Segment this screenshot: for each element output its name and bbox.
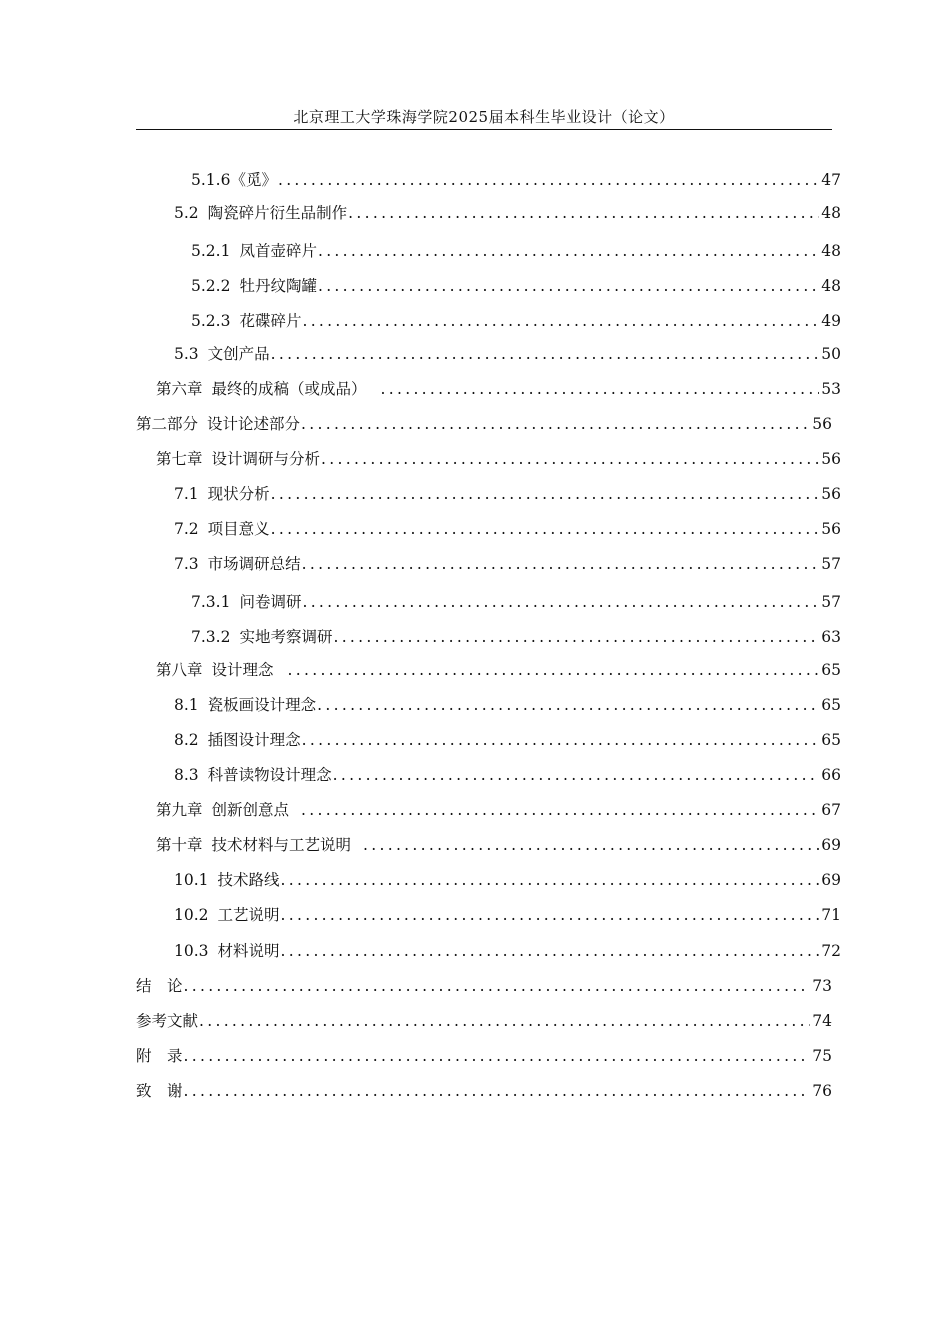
running-header: 北京理工大学珠海学院2025届本科生毕业设计（论文） bbox=[293, 108, 675, 126]
dot-leader bbox=[302, 310, 819, 332]
dot-leader bbox=[302, 729, 820, 751]
toc-entry[interactable] bbox=[174, 343, 841, 365]
toc-entry-page: 63 bbox=[821, 628, 841, 646]
dot-leader bbox=[278, 169, 819, 191]
toc-entry[interactable] bbox=[156, 799, 841, 821]
toc-entry[interactable] bbox=[136, 1010, 832, 1032]
dot-leader bbox=[318, 240, 819, 262]
toc-entry[interactable] bbox=[174, 518, 841, 540]
toc-entry[interactable] bbox=[174, 940, 841, 962]
dot-leader bbox=[271, 483, 820, 505]
toc-entry-title: 参考文献 bbox=[136, 1012, 199, 1030]
toc-entry-page: 48 bbox=[821, 242, 841, 260]
toc-entry-title: 实地考察调研 bbox=[239, 628, 333, 646]
dot-leader bbox=[199, 1010, 810, 1032]
toc-entry[interactable] bbox=[174, 869, 841, 891]
toc-entry[interactable] bbox=[191, 310, 841, 332]
toc-entry[interactable] bbox=[191, 626, 841, 648]
toc-entry-page: 76 bbox=[812, 1082, 832, 1100]
toc-entry-page: 67 bbox=[821, 801, 841, 819]
toc-entry[interactable] bbox=[191, 169, 841, 191]
toc-entry-page: 48 bbox=[821, 277, 841, 295]
dot-leader bbox=[363, 834, 819, 856]
toc-entry-number: 7.3.1 bbox=[191, 593, 231, 611]
toc-entry[interactable] bbox=[136, 413, 832, 435]
toc-entry[interactable] bbox=[156, 378, 841, 400]
toc-entry-number: 第八章 bbox=[156, 661, 203, 679]
toc-entry-page: 65 bbox=[821, 661, 841, 679]
toc-entry[interactable] bbox=[174, 202, 841, 224]
toc-entry-title: 设计论述部分 bbox=[207, 415, 301, 433]
toc-entry-number: 5.2.3 bbox=[191, 312, 231, 330]
toc-entry-title: 材料说明 bbox=[217, 942, 280, 960]
toc-entry-title: 创新创意点 bbox=[211, 801, 290, 819]
toc-entry-number: 8.3 bbox=[174, 766, 199, 784]
toc-entry-number: 第六章 bbox=[156, 380, 203, 398]
toc-entry[interactable] bbox=[136, 1045, 832, 1067]
dot-leader bbox=[321, 448, 819, 470]
toc-entry-title: 结 论 bbox=[136, 977, 183, 995]
toc-entry-page: 53 bbox=[821, 380, 841, 398]
toc-entry[interactable] bbox=[174, 694, 841, 716]
dot-leader bbox=[184, 1045, 811, 1067]
toc-entry-title: 陶瓷碎片衍生品制作 bbox=[207, 204, 348, 222]
header-rule bbox=[136, 129, 832, 130]
toc-entry-page: 57 bbox=[821, 555, 841, 573]
dot-leader bbox=[302, 553, 820, 575]
toc-entry[interactable] bbox=[191, 275, 841, 297]
toc-entry-number: 8.1 bbox=[174, 696, 199, 714]
dot-leader bbox=[271, 518, 820, 540]
toc-entry-page: 49 bbox=[821, 312, 841, 330]
toc-entry-title: 工艺说明 bbox=[217, 906, 280, 924]
toc-entry-title: 项目意义 bbox=[207, 520, 270, 538]
toc-entry-page: 50 bbox=[821, 345, 841, 363]
dot-leader bbox=[317, 694, 819, 716]
toc-entry[interactable] bbox=[174, 483, 841, 505]
toc-entry-number: 10.1 bbox=[174, 871, 209, 889]
dot-leader bbox=[381, 378, 820, 400]
toc-entry-number: 5.3 bbox=[174, 345, 199, 363]
toc-entry-title: 现状分析 bbox=[207, 485, 270, 503]
toc-entry[interactable] bbox=[156, 448, 841, 470]
toc-entry[interactable] bbox=[156, 659, 841, 681]
toc-entry-title: 设计理念 bbox=[211, 661, 274, 679]
toc-entry-title: 科普读物设计理念 bbox=[207, 766, 332, 784]
toc-entry-title: 瓷板画设计理念 bbox=[207, 696, 317, 714]
toc-entry-number: 5.2 bbox=[174, 204, 199, 222]
toc-entry-page: 65 bbox=[821, 696, 841, 714]
toc-entry-number: 5.1.6 bbox=[191, 171, 231, 189]
dot-leader bbox=[302, 591, 819, 613]
toc-entry[interactable] bbox=[136, 1080, 832, 1102]
toc-entry-number: 5.2.1 bbox=[191, 242, 231, 260]
toc-entry[interactable] bbox=[191, 240, 841, 262]
dot-leader bbox=[301, 413, 810, 435]
dot-leader bbox=[271, 343, 820, 365]
toc-entry[interactable] bbox=[174, 764, 841, 786]
toc-entry-page: 69 bbox=[821, 871, 841, 889]
toc-entry-title: 插图设计理念 bbox=[207, 731, 301, 749]
toc-entry-number: 7.2 bbox=[174, 520, 199, 538]
dot-leader bbox=[333, 626, 819, 648]
toc-entry-title: 《觅》 bbox=[230, 171, 277, 189]
toc-entry-number: 10.2 bbox=[174, 906, 209, 924]
toc-entry-title: 附 录 bbox=[136, 1047, 183, 1065]
toc-entry-title: 最终的成稿（或成品） bbox=[211, 380, 367, 398]
toc-entry[interactable] bbox=[156, 834, 841, 856]
toc-entry-page: 56 bbox=[821, 520, 841, 538]
toc-entry-number: 7.3 bbox=[174, 555, 199, 573]
toc-entry-number: 10.3 bbox=[174, 942, 209, 960]
toc-entry-page: 56 bbox=[821, 485, 841, 503]
toc-entry-page: 74 bbox=[812, 1012, 832, 1030]
dot-leader bbox=[318, 275, 819, 297]
toc-entry-title: 牡丹纹陶罐 bbox=[239, 277, 317, 295]
toc-entry-page: 66 bbox=[821, 766, 841, 784]
dot-leader bbox=[184, 975, 811, 997]
toc-entry-title: 花碟碎片 bbox=[239, 312, 302, 330]
dot-leader bbox=[281, 904, 820, 926]
toc-entry-title: 致 谢 bbox=[136, 1082, 183, 1100]
toc-entry-page: 72 bbox=[821, 942, 841, 960]
toc-entry-page: 47 bbox=[821, 171, 841, 189]
dot-leader bbox=[281, 869, 820, 891]
toc-entry[interactable] bbox=[136, 975, 832, 997]
dot-leader bbox=[348, 202, 819, 224]
toc-entry-page: 75 bbox=[812, 1047, 832, 1065]
dot-leader bbox=[333, 764, 820, 786]
toc-entry-number: 5.2.2 bbox=[191, 277, 231, 295]
toc-entry-number: 第九章 bbox=[156, 801, 203, 819]
dot-leader bbox=[288, 659, 820, 681]
toc-entry[interactable] bbox=[174, 729, 841, 751]
toc-entry-page: 71 bbox=[821, 906, 841, 924]
toc-entry-number: 8.2 bbox=[174, 731, 199, 749]
dot-leader bbox=[281, 940, 820, 962]
toc-entry-number: 第二部分 bbox=[136, 415, 199, 433]
toc-entry-page: 57 bbox=[821, 593, 841, 611]
dot-leader bbox=[184, 1080, 811, 1102]
toc-entry-page: 56 bbox=[812, 415, 832, 433]
toc-entry-title: 文创产品 bbox=[207, 345, 270, 363]
toc-entry-page: 69 bbox=[821, 836, 841, 854]
toc-entry-title: 技术路线 bbox=[217, 871, 280, 889]
toc-entry-title: 凤首壶碎片 bbox=[239, 242, 317, 260]
toc-entry-title: 问卷调研 bbox=[239, 593, 302, 611]
toc-entry-number: 7.3.2 bbox=[191, 628, 231, 646]
toc-entry-title: 技术材料与工艺说明 bbox=[211, 836, 352, 854]
toc-entry[interactable] bbox=[191, 591, 841, 613]
dot-leader bbox=[301, 799, 819, 821]
toc-entry-title: 市场调研总结 bbox=[207, 555, 301, 573]
toc-entry-title: 设计调研与分析 bbox=[211, 450, 321, 468]
toc-entry-page: 65 bbox=[821, 731, 841, 749]
toc-entry[interactable] bbox=[174, 904, 841, 926]
toc-entry-number: 第七章 bbox=[156, 450, 203, 468]
toc-entry-number: 第十章 bbox=[156, 836, 203, 854]
toc-entry[interactable] bbox=[174, 553, 841, 575]
toc-entry-page: 73 bbox=[812, 977, 832, 995]
toc-entry-number: 7.1 bbox=[174, 485, 199, 503]
toc-entry-page: 56 bbox=[821, 450, 841, 468]
toc-entry-page: 48 bbox=[821, 204, 841, 222]
